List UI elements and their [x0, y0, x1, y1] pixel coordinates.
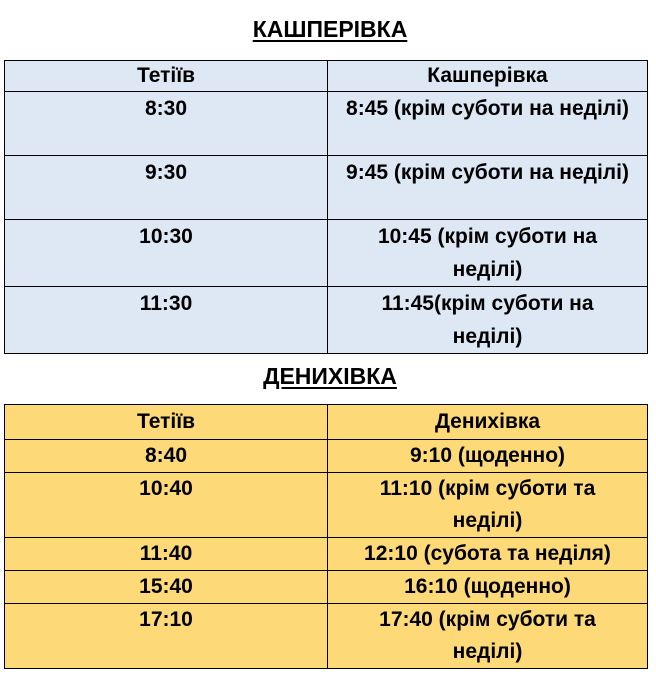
column-header-from: Тетіїв: [5, 405, 328, 440]
arrival-time-text: 11:10 (крім суботи та неділі): [379, 477, 596, 532]
schedule-table-kashperivka: [4, 60, 648, 354]
table-row: [5, 604, 648, 669]
arrival-time: [328, 220, 648, 287]
arrival-time-text: 11:45(крім суботи на неділі): [381, 292, 594, 348]
arrival-time-text: 9:45 (крім суботи на неділі): [346, 161, 629, 184]
table-row: [5, 538, 648, 571]
departure-time: 10:40: [5, 473, 328, 538]
departure-time: 9:30: [5, 156, 328, 220]
column-header-to: Денихівка: [328, 405, 648, 440]
departure-time: 11:30: [5, 287, 328, 354]
arrival-time: 16:10 (щоденно): [328, 571, 648, 604]
departure-time: 8:40: [5, 440, 328, 473]
departure-time: 10:30: [5, 220, 328, 287]
table-header-row: [5, 405, 648, 440]
schedule-table-denykhivka: [4, 404, 648, 669]
arrival-time: [328, 92, 648, 156]
table-header-row: [5, 61, 648, 92]
table-row: [5, 287, 648, 354]
table-row: [5, 571, 648, 604]
arrival-time: [328, 156, 648, 220]
section-title-kashperivka: КАШПЕРІВКА: [252, 16, 408, 42]
table-row: [5, 92, 648, 156]
arrival-time-text: 17:40 (крім суботи та неділі): [379, 608, 596, 663]
column-header-to: Кашперівка: [328, 61, 648, 92]
departure-time: 15:40: [5, 571, 328, 604]
table-row: [5, 473, 648, 538]
departure-time: 8:30: [5, 92, 328, 156]
arrival-time: 12:10 (субота та неділя): [328, 538, 648, 571]
arrival-time: [328, 473, 648, 538]
table-row: [5, 440, 648, 473]
column-header-from: Тетіїв: [5, 61, 328, 92]
arrival-time: [328, 604, 648, 669]
departure-time: 11:40: [5, 538, 328, 571]
table-row: [5, 220, 648, 287]
section-title-denykhivka: ДЕНИХІВКА: [263, 363, 397, 389]
departure-time: 17:10: [5, 604, 328, 669]
table-row: [5, 156, 648, 220]
arrival-time: [328, 287, 648, 354]
arrival-time-text: 8:45 (крім суботи на неділі): [346, 97, 629, 120]
arrival-time: 9:10 (щоденно): [328, 440, 648, 473]
arrival-time-text: 10:45 (крім суботи на неділі): [377, 225, 598, 281]
